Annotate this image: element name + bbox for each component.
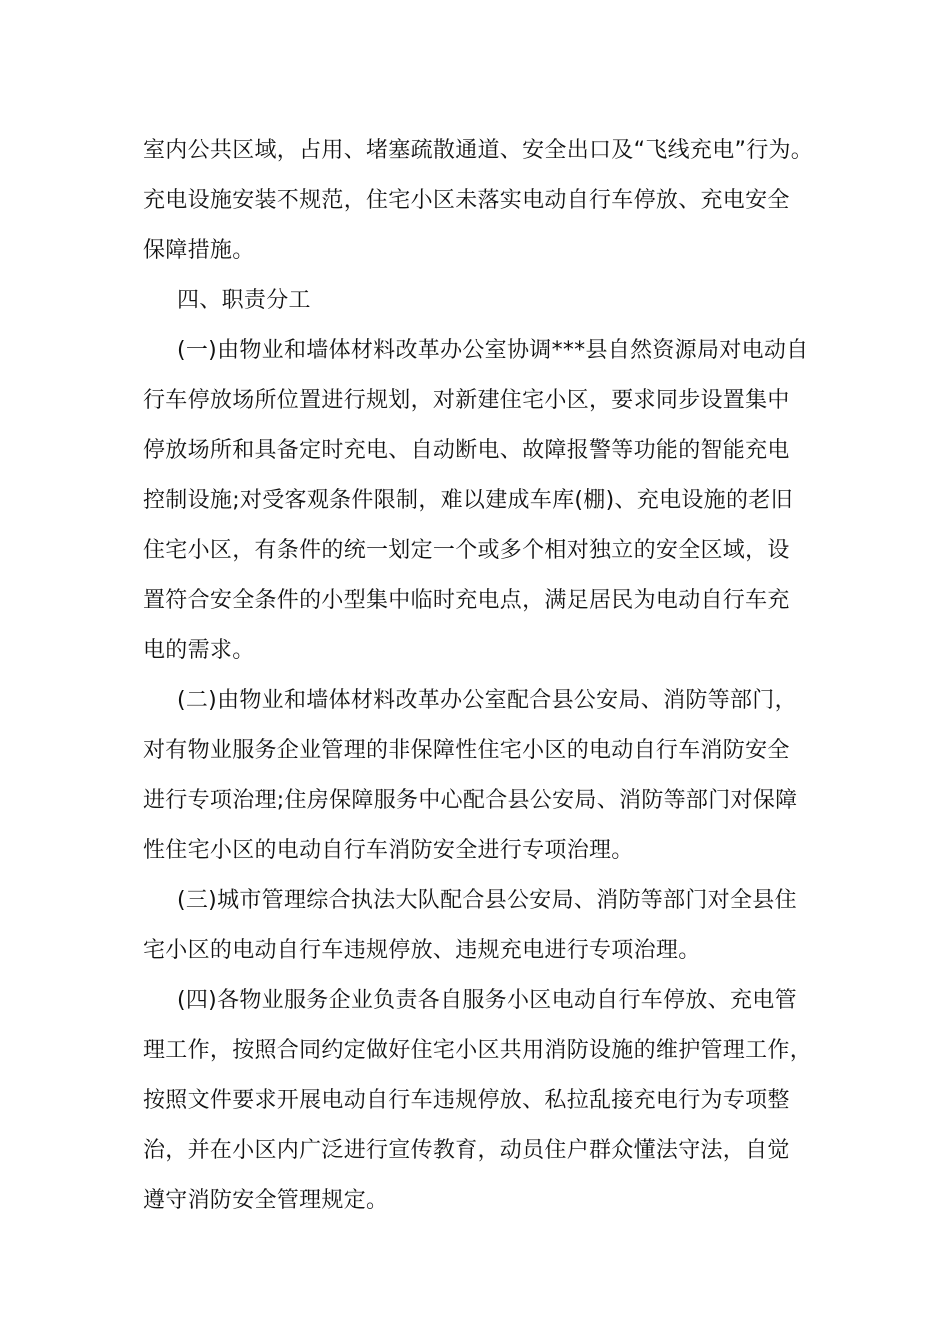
text-line: 性住宅小区的电动自行车消防安全进行专项治理。 <box>143 838 634 863</box>
text-line: 住宅小区，有条件的统一划定一个或多个相对独立的安全区域，设 <box>143 538 790 563</box>
paragraph-start-1: (一)由物业和墙体材料改革办公室协调***县自然资源局对电动自 <box>177 338 809 363</box>
text-line: 保障措施。 <box>143 238 255 263</box>
text-line: 置符合安全条件的小型集中临时充电点，满足居民为电动自行车充 <box>143 588 790 613</box>
paragraph-start-3: (三)城市管理综合执法大队配合县公安局、消防等部门对全县住 <box>177 888 797 913</box>
text-line: 行车停放场所位置进行规划，对新建住宅小区，要求同步设置集中 <box>143 388 790 413</box>
text-line: 宅小区的电动自行车违规停放、违规充电进行专项治理。 <box>143 938 701 963</box>
text-line: 治，并在小区内广泛进行宣传教育，动员住户群众懂法守法，自觉 <box>143 1138 790 1163</box>
document-body <box>143 126 823 1226</box>
text-line: 遵守消防安全管理规定。 <box>143 1188 389 1213</box>
section-heading: 四、职责分工 <box>177 288 311 313</box>
text-line: 停放场所和具备定时充电、自动断电、故障报警等功能的智能充电 <box>143 438 790 463</box>
text-line: 控制设施;对受客观条件限制，难以建成车库(棚)、充电设施的老旧 <box>143 488 793 513</box>
text-line: 室内公共区域，占用、堵塞疏散通道、安全出口及“飞线充电”行为。 <box>143 138 814 163</box>
text-line: 对有物业服务企业管理的非保障性住宅小区的电动自行车消防安全 <box>143 738 790 763</box>
text-line: 电的需求。 <box>143 638 255 663</box>
paragraph-start-2: (二)由物业和墙体材料改革办公室配合县公安局、消防等部门， <box>177 688 797 713</box>
text-line: 按照文件要求开展电动自行车违规停放、私拉乱接充电行为专项整 <box>143 1088 790 1113</box>
text-line: 理工作，按照合同约定做好住宅小区共用消防设施的维护管理工作， <box>143 1038 813 1063</box>
text-line: 充电设施安装不规范，住宅小区未落实电动自行车停放、充电安全 <box>143 188 790 213</box>
text-line: 进行专项治理;住房保障服务中心配合县公安局、消防等部门对保障 <box>143 788 798 813</box>
paragraph-start-4: (四)各物业服务企业负责各自服务小区电动自行车停放、充电管 <box>177 988 797 1013</box>
